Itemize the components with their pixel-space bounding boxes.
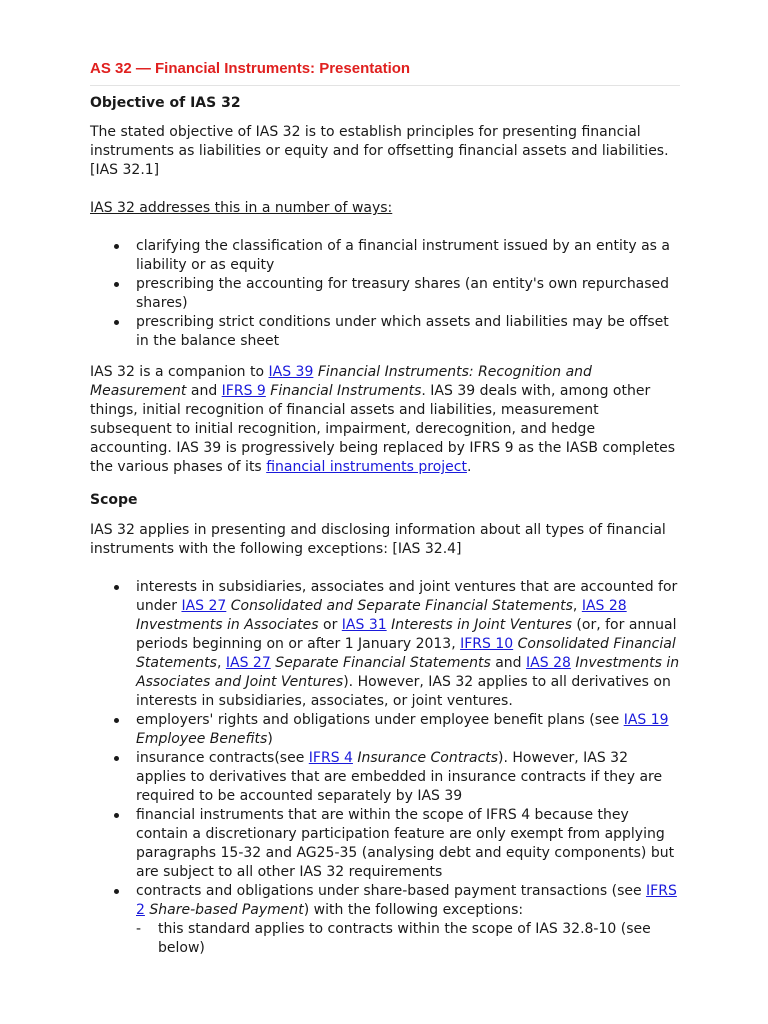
link-ias-28-joint-ventures[interactable]: IAS 28: [526, 655, 571, 671]
list-item: contracts and obligations under share-based payment transactions (see IFRS 2 Share-based Payment) with the following exceptions: - this standard applies to contracts within the scope of IAS 32.8-10 (see below): [90, 882, 680, 958]
objective-paragraph: The stated objective of IAS 32 is to establish principles for presenting financial instruments as liabilities or equity and for offsetting financial assets and liabilities. [IAS 32.1]: [90, 124, 669, 178]
link-ias-19[interactable]: IAS 19: [623, 712, 669, 728]
ways-list: [90, 237, 680, 351]
scope-exceptions-list: [90, 578, 680, 958]
link-ifrs-10[interactable]: IFRS 10: [460, 636, 514, 652]
link-financial-instruments-project[interactable]: financial instruments project: [266, 459, 467, 475]
link-ias-31[interactable]: IAS 31: [341, 617, 387, 633]
list-item: prescribing the accounting for treasury shares (an entity's own repurchased shares): [90, 275, 680, 313]
sub-exceptions-list: [136, 920, 680, 958]
link-ifrs-4[interactable]: IFRS 4: [308, 750, 353, 766]
list-item: employers' rights and obligations under employee benefit plans (see IAS 19 Employee Benefits): [90, 711, 680, 749]
document-title: AS 32 — Financial Instruments: Presentation: [90, 58, 680, 86]
list-item: prescribing strict conditions under which assets and liabilities may be offset in the balance sheet: [90, 313, 680, 351]
list-item: interests in subsidiaries, associates and joint ventures that are accounted for under IAS 27 Consolidated and Separate Financial Statements, IAS 28 Investments in Associates or IAS 31 Interests in Joint Ventures (or, for annual periods beginning on or after 1 January 2013, IFRS 10 Consolidated Financial Statements, IAS 27 Separate Financial Statements and IAS 28 Investments in Associates and Joint Ventures). However, IAS 32 applies to all derivatives on interests in subsidiaries, associates, or joint ventures.: [90, 578, 680, 711]
scope-heading: Scope: [90, 492, 138, 508]
link-ifrs-2[interactable]: IFRS 2: [136, 883, 677, 918]
document-page: [90, 58, 680, 958]
link-ias-27[interactable]: IAS 27: [181, 598, 227, 614]
link-ias-27-separate[interactable]: IAS 27: [225, 655, 271, 671]
link-ias-39[interactable]: IAS 39: [268, 364, 314, 380]
link-ifrs-9[interactable]: IFRS 9: [221, 383, 266, 399]
ways-intro: IAS 32 addresses this in a number of ways:: [90, 200, 393, 216]
companion-paragraph: IAS 32 is a companion to IAS 39 Financial Instruments: Recognition and Measurement and IFRS 9 Financial Instruments. IAS 39 deals with, among other things, initial recognition of financial assets and liabilities, measurement subsequent to initial recognition, impairment, derecognition, and hedge accounting. IAS 39 is progressively being replaced by IFRS 9 as the IASB completes the various phases of its financial instruments project.: [90, 364, 676, 475]
list-item: insurance contracts(see IFRS 4 Insurance Contracts). However, IAS 32 applies to derivatives that are embedded in insurance contracts if they are required to be accounted separately by IAS 39: [90, 749, 680, 806]
objective-heading: Objective of IAS 32: [90, 95, 241, 111]
link-ias-28[interactable]: IAS 28: [581, 598, 627, 614]
list-item: clarifying the classification of a financial instrument issued by an entity as a liability or as equity: [90, 237, 680, 275]
scope-intro: IAS 32 applies in presenting and disclosing information about all types of financial instruments with the following exceptions: [IAS 32.4]: [90, 522, 666, 557]
sub-list-item: - this standard applies to contracts within the scope of IAS 32.8-10 (see below): [136, 920, 680, 958]
list-item: financial instruments that are within the scope of IFRS 4 because they contain a discretionary participation feature are only exempt from applying paragraphs 15-32 and AG25-35 (analysing debt and equity components) but are subject to all other IAS 32 requirements: [90, 806, 680, 882]
